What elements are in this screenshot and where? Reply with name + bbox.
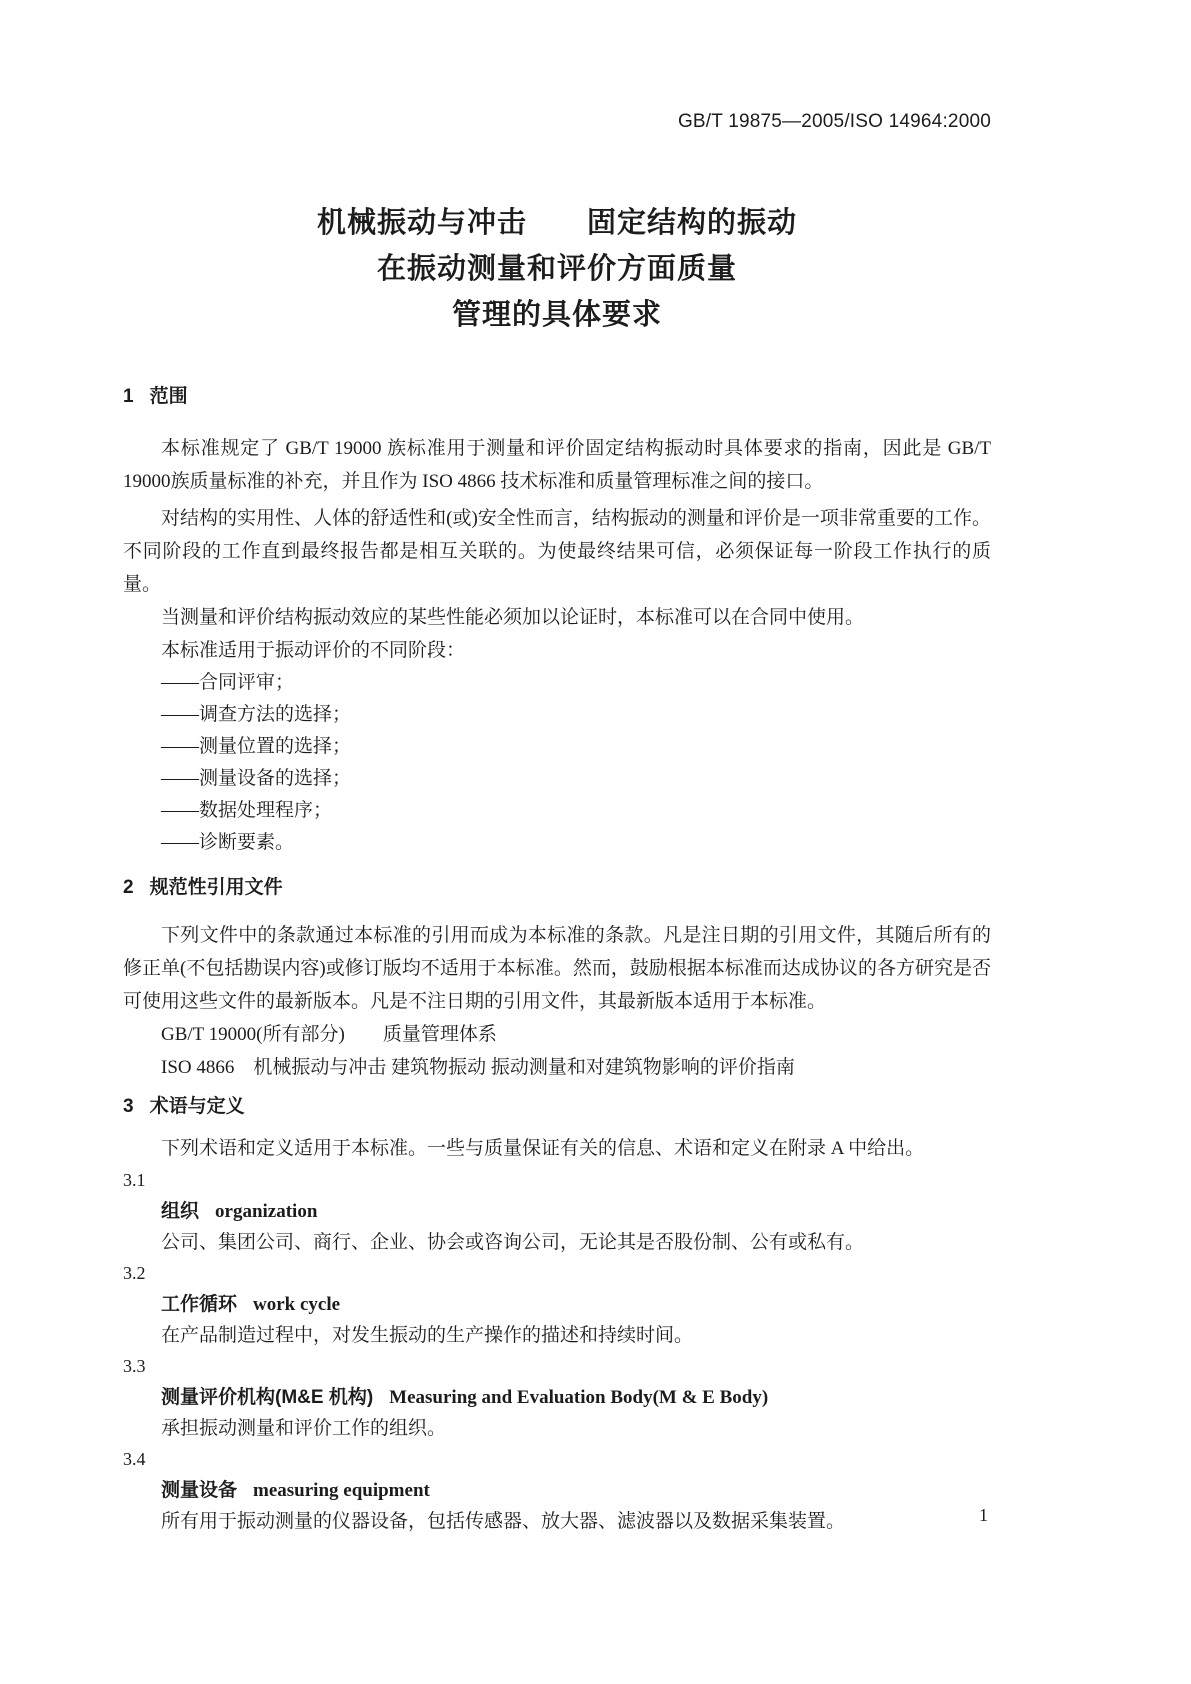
term-name [123,1475,991,1506]
section-3-heading [123,1094,991,1120]
term-entry [123,1351,991,1444]
normative-reference-1: GB/T 19000(所有部分) 质量管理体系 [161,1024,497,1045]
section-1-title: 范围 [149,386,188,407]
standard-doc-number: GB/T 19875—2005/ISO 14964:2000 [677,111,991,132]
term-number: 3.1 [123,1170,146,1190]
term-definition: 承担振动测量和评价工作的组织。 [161,1418,447,1439]
section-1-paragraph-3: 当测量和评价结构振动效应的某些性能必须加以论证时，本标准可以在合同中使用。 [161,607,865,628]
term-definition: 公司、集团公司、商行、企业、协会或咨询公司，无论其是否股份制、公有或私有。 [161,1232,865,1253]
dash-list-item: ——测量设备的选择； [161,768,352,789]
stage-list [123,667,991,859]
term-entry [123,1258,991,1351]
section-3-title: 术语与定义 [149,1096,245,1117]
term-name [123,1382,991,1413]
term-number: 3.4 [123,1449,146,1469]
term-name-en: Measuring and Evaluation Body(M & E Body) [389,1387,769,1408]
section-3-intro: 下列术语和定义适用于本标准。一些与质量保证有关的信息、术语和定义在附录 A 中给出。 [161,1138,925,1159]
term-name-en: organization [215,1201,318,1222]
dash-list-item: ——数据处理程序； [161,800,333,821]
section-2-number: 2 [123,877,134,898]
title-line-1: 机械振动与冲击 固定结构的振动 [316,207,797,239]
term-number: 3.3 [123,1356,146,1376]
term-definition: 所有用于振动测量的仪器设备，包括传感器、放大器、滤波器以及数据采集装置。 [161,1511,846,1532]
section-1-paragraph-1: 本标准规定了 GB/T 19000 族标准用于测量和评价固定结构振动时具体要求的指南，因此是 GB/T 19000族质量标准的补充，并且作为 ISO 4866 技术标准和质量管理标准之间的接口。 [123,438,991,492]
term-name-en: measuring equipment [253,1480,430,1501]
term-name-zh: 组织 [161,1201,200,1222]
dash-list-item: ——合同评审； [161,672,295,693]
term-name [123,1196,991,1227]
page-number: 1 [979,1505,988,1525]
section-3-number: 3 [123,1096,134,1117]
section-1-paragraph-4: 本标准适用于振动评价的不同阶段： [161,640,466,661]
dash-list-item: ——调查方法的选择； [161,704,352,725]
section-1-heading [123,384,991,410]
title-line-2: 在振动测量和评价方面质量 [376,253,737,285]
term-name-en: work cycle [253,1294,341,1315]
dash-list-item: ——测量位置的选择； [161,736,352,757]
term-name-zh: 测量设备 [161,1480,238,1501]
section-2-paragraph-1: 下列文件中的条款通过本标准的引用而成为本标准的条款。凡是注日期的引用文件，其随后所有的修正单(不包括勘误内容)或修订版均不适用于本标准。然而，鼓励根据本标准而达成协议的各方研究是否可使用这些文件的最新版本。凡是不注日期的引用文件，其最新版本适用于本标准。 [123,925,991,1012]
term-name-zh: 工作循环 [161,1294,238,1315]
term-definition: 在产品制造过程中，对发生振动的生产操作的描述和持续时间。 [161,1325,694,1346]
section-1-paragraph-2: 对结构的实用性、人体的舒适性和(或)安全性而言，结构振动的测量和评价是一项非常重要的工作。不同阶段的工作直到最终报告都是相互关联的。为使最终结果可信，必须保证每一阶段工作执行的质量。 [123,508,991,595]
dash-list-item: ——诊断要素。 [161,832,295,853]
section-1-number: 1 [123,386,134,407]
title-line-3: 管理的具体要求 [451,299,662,331]
normative-reference-2: ISO 4866 机械振动与冲击 建筑物振动 振动测量和对建筑物影响的评价指南 [161,1057,795,1078]
document-title [123,200,991,338]
term-number: 3.2 [123,1263,146,1283]
section-2-heading [123,875,991,901]
term-entry [123,1444,991,1537]
term-entry [123,1165,991,1258]
term-name [123,1289,991,1320]
page-content [123,0,991,1537]
section-2-title: 规范性引用文件 [149,877,283,898]
term-name-zh: 测量评价机构(M&E 机构) [161,1387,374,1408]
